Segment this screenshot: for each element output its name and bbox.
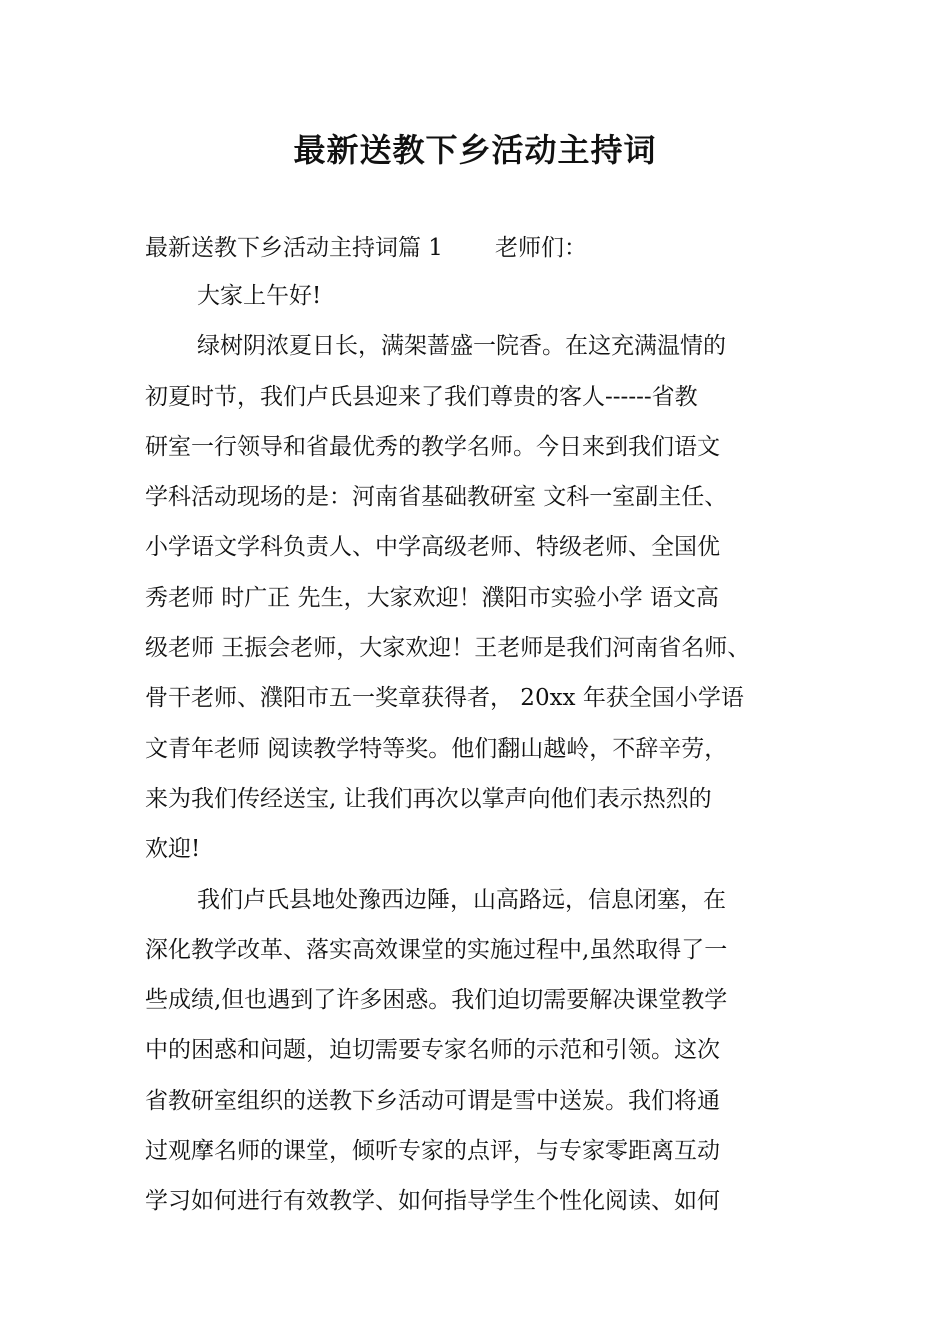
paragraph-line: 过观摩名师的课堂，倾听专家的点评，与专家零距离互动 — [145, 1138, 720, 1165]
section-heading: 最新送教下乡活动主持词篇 1 — [145, 235, 443, 261]
paragraph-2 — [145, 875, 825, 1227]
paragraph-line: 初夏时节，我们卢氏县迎来了我们尊贵的客人------省教 — [145, 383, 698, 410]
paragraph-line: 文青年老师 阅读教学特等奖。他们翻山越岭，不辞辛劳， — [145, 735, 728, 762]
greeting: 大家上午好! — [197, 283, 322, 309]
paragraph-line: 秀老师 时广正 先生，大家欢迎！濮阳市实验小学 语文高 — [145, 584, 719, 611]
paragraph-line: 骨干老师、濮阳市五一奖章获得者， 20xx 年获全国小学语 — [145, 685, 744, 712]
document-title: 最新送教下乡活动主持词 — [293, 131, 657, 169]
paragraph-1 — [145, 321, 825, 874]
paragraph-line: 小学语文学科负责人、中学高级老师、特级老师、全国优 — [145, 534, 720, 561]
paragraph-line: 学习如何进行有效教学、如何指导学生个性化阅读、如何 — [145, 1188, 720, 1215]
paragraph-line: 省教研室组织的送教下乡活动可谓是雪中送炭。我们将通 — [145, 1087, 720, 1114]
paragraph-line: 研室一行领导和省最优秀的教学名师。今日来到我们语文 — [145, 433, 720, 460]
paragraph-line: 级老师 王振会老师，大家欢迎！王老师是我们河南省名师、 — [145, 635, 751, 662]
salutation: 老师们： — [494, 235, 587, 261]
paragraph-line: 绿树阴浓夏日长，满架蔷盛一院香。在这充满温情的 — [197, 333, 726, 360]
paragraph-line: 深化教学改革、落实高效课堂的实施过程中,虽然取得了一 — [145, 936, 728, 963]
paragraph-line: 我们卢氏县地处豫西边陲，山高路远，信息闭塞，在 — [197, 886, 726, 913]
paragraph-line: 学科活动现场的是：河南省基础教研室 文科一室副主任、 — [145, 484, 728, 511]
document-body — [145, 225, 825, 1227]
paragraph-line: 欢迎! — [145, 836, 201, 863]
heading-line — [145, 225, 825, 271]
paragraph-line: 些成绩,但也遇到了许多困惑。我们迫切需要解决课堂教学 — [145, 987, 728, 1014]
paragraph-line: 中的困惑和问题，迫切需要专家名师的示范和引领。这次 — [145, 1037, 720, 1064]
paragraph-line: 来为我们传经送宝, 让我们再次以掌声向他们表示热烈的 — [145, 785, 712, 812]
